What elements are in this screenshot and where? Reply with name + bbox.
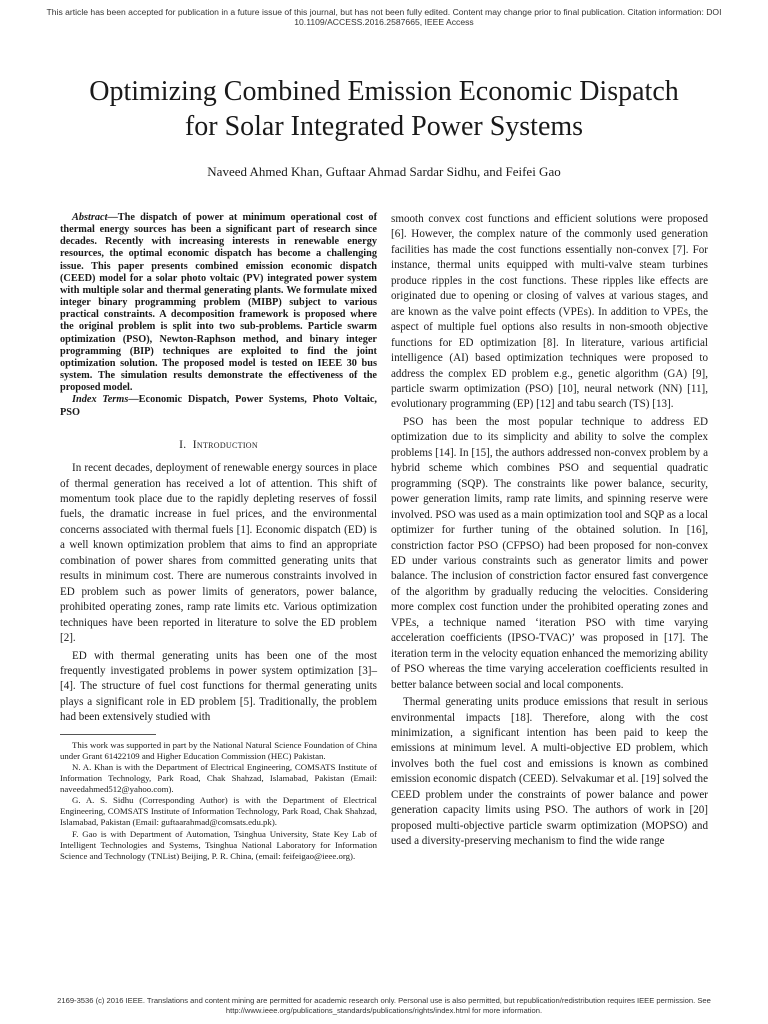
copyright-footer bbox=[40, 996, 728, 1016]
left-column bbox=[60, 212, 377, 862]
footnote-funding: This work was supported in part by the National Natural Science Foundation of China under Grant 61422109 and Higher Education Commission (HEC) Pakistan. bbox=[60, 739, 377, 761]
index-terms-text: —Economic Dispatch, Power Systems, Photo Voltaic, PSO bbox=[60, 394, 377, 418]
footer-line-2: http://www.ieee.org/publications_standards/publications/rights/index.html for more information. bbox=[225, 1006, 543, 1015]
body-paragraph-3: Thermal generating units produce emissions that result in serious environmental impacts [18]. Therefore, along with the cost minimization, a significant intention has been paid to keep the emissions at minimum level. A multi-objective ED problem, which involves both the fuel cost and emissions is known as combined emission economic dispatch (CEED). Selvakumar et al. [19] solved the CEED problem under the constraints of power balance and power generation capacity limits using PSO. The authors of work in [20] proposed multi-objective particle swarm optimization (MOPSO) and used a diversity-preserving mechanism to find the wide range bbox=[391, 696, 708, 848]
journal-notice: This article has been accepted for publication in a future issue of this journal, but has not been fully edited. Content may change prior to final publication. Citation information: DOI 10.1109/ACCESS.2016.2587665, IEEE Access bbox=[46, 7, 722, 27]
section-number: I. bbox=[179, 438, 187, 451]
abstract-text: —The dispatch of power at minimum operational cost of thermal energy sources has been a significant part of research since decades. Recently with increasing interests in renewable energy resources, the optimal economic dispatch has become a challenging issue. This paper presents combined emission economic dispatch (CEED) model for a solar photo voltaic (PV) integrated power system with multiple solar and thermal generating plants. We formulate mixed integer binary programming problem (MIBP) subject to various practical constraints. A decomposition framework is proposed where the original problem is split into two sub-problems. Particle swarm optimization (PSO), Newton-Raphson method, and binary integer programming (BIP) techniques are exploited to find the joint optimization solution. The proposed model is tested on IEEE 30 bus system. The simulation results demonstrate the effectiveness of the proposed model. bbox=[60, 212, 377, 394]
index-terms bbox=[60, 394, 377, 418]
footnote-author-khan: N. A. Khan is with the Department of Electrical Engineering, COMSATS Institute of Information Technology, Park Road, Chak Shahzad, Islamabad, Pakistan (Email: naveedahmed512@yahoo.com). bbox=[60, 762, 377, 795]
right-column bbox=[391, 212, 708, 850]
section-title: Introduction bbox=[192, 438, 258, 451]
abstract bbox=[60, 212, 377, 394]
footer-line-1: 2169-3536 (c) 2016 IEEE. Translations and content mining are permitted for academic research only. Personal use is also permitted, but republication/redistribution requires IEEE permission. See bbox=[57, 996, 711, 1005]
paper-title bbox=[0, 74, 768, 144]
author-list: Naveed Ahmed Khan, Guftaar Ahmad Sardar Sidhu, and Feifei Gao bbox=[207, 164, 561, 179]
section-heading-introduction bbox=[60, 438, 377, 453]
title-line-2: for Solar Integrated Power Systems bbox=[184, 111, 584, 142]
index-terms-label: Index Terms bbox=[72, 394, 129, 406]
footnote-author-gao: F. Gao is with Department of Automation, Tsinghua University, State Key Lab of Intelligent Technologies and Systems, Tsinghua National Laboratory for Information Science and Technology (TNList) Beijing, P. R. China, (email: feifeigao@ieee.org). bbox=[60, 828, 377, 861]
body-paragraph-2: PSO has been the most popular technique to address ED optimization due to its simplicity and ability to solve the complex problems [14]. In [15], the authors addressed non-convex problem by a hybrid scheme which combines PSO and sequential quadratic programming (SQP). The constraints like power balance, security, power generation limits, ramp rate limits, and spinning reserve were involved. PSO was used as a main optimization tool and SQP as a local optimizer for further tuning of the obtained solution. In [16], constriction factor PSO (CFPSO) had been proposed for non-convex ED under various constraints such as generator limits and power balance. The inclusion of constriction factor ensured fast convergence of the algorithm by gradually reducing the velocities. Considering more complex cost function under the prohibited operating zones and VPEs, a technique named ‘iteration PSO with time varying acceleration coefficients (IPSO-TVAC)’ was proposed in [17]. The iteration term in the velocity equation enhanced the memorizing ability of PSO whereas the time varying acceleration coefficients resulted in better balance between social and local components. bbox=[391, 415, 708, 691]
intro-paragraph-2: ED with thermal generating units has been one of the most frequently investigated problems in power system optimization [3]– [4]. The structure of fuel cost functions for thermal generating units plays a significant role in ED problem [5]. Traditionally, the problem had been extensively studied with bbox=[60, 649, 377, 724]
body-paragraph-1: smooth convex cost functions and efficient solutions were proposed [6]. However, the complex nature of the commonly used generation facilities has made the cost functions essentially non-convex [7]. For instance, thermal units equipped with multi-valve steam turbines produce ripples in the cost functions. These ripples like effects are originated due to opening or closing of valves at various stages, and are known as the valve point effects (VPEs). In addition to VPEs, the aspect of multiple fuel options also results in non-smooth objective functions for ED optimization [8]. In literature, various artificial intelligence (AI) based optimization techniques were proposed to address the complex ED problem e.g., genetic algorithm (GA) [9], particle swarm optimization (PSO) [10], neural network (NN) [11], evolutionary programming (EP) [12] and tabu search (TS) [13]. bbox=[391, 213, 708, 411]
abstract-label: Abstract bbox=[72, 212, 108, 223]
intro-paragraph-1: In recent decades, deployment of renewable energy sources in place of thermal generation has received a lot of attention. This shift of momentum took place due to the rapidly depleting reserves of fossil fuels, the dramatic increase in fuel prices, and the environmental concerns associated with thermal fuels [1]. Economic dispatch (ED) is a well known optimization problem that aims to find an appropriate combination of power shares from committed generating units that results in minimum cost. There are numerous constraints involved in ED problem such as power limits of generators, power balance, prohibited operating zones, ramp rate limits etc. Various optimization techniques have been reported in literature to solve the ED problem [2]. bbox=[60, 462, 377, 645]
title-line-1: Optimizing Combined Emission Economic Dispatch bbox=[89, 76, 679, 107]
footnotes bbox=[60, 740, 377, 862]
footnote-divider bbox=[60, 734, 156, 735]
footnote-author-sidhu: G. A. S. Sidhu (Corresponding Author) is with the Department of Electrical Engineering, COMSATS Institute of Information Technology, Park Road, Chak Shahzad, Islamabad, Pakistan (Email: guftaarahmad@comsats.edu.pk). bbox=[60, 795, 377, 828]
